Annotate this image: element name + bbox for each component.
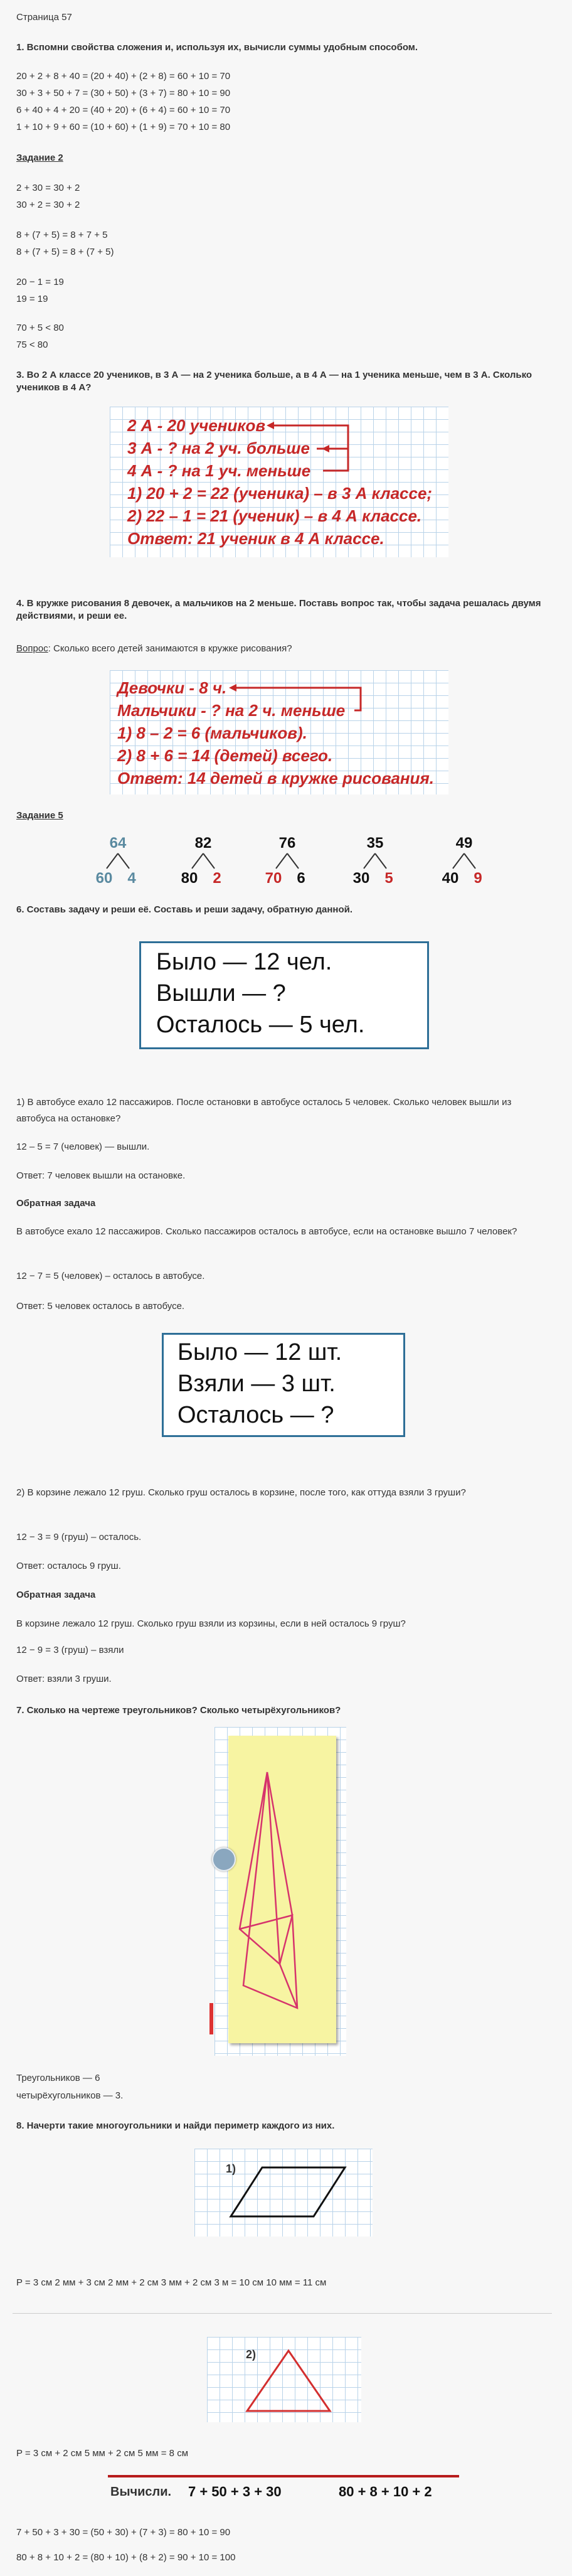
task6-answer-1: Ответ: 7 человек вышли на остановке. (16, 1170, 186, 1181)
box-line: Вышли — ? (156, 980, 286, 1007)
composition-lines (93, 852, 143, 871)
task5-compositions (0, 835, 572, 891)
ruler-mark-icon (209, 2003, 213, 2034)
composition-left: 60 (95, 870, 113, 887)
task6-inverse-problem-1: В автобусе ехало 12 пассажиров. Сколько пассажиров осталось в автобусе, если на остановке вышло 7 человек? (16, 1226, 517, 1237)
composition-item (439, 835, 489, 891)
task2-title: Задание 2 (16, 152, 63, 163)
box-line: Осталось — ? (177, 1402, 334, 1428)
composition-item (350, 835, 400, 891)
task2-line: 8 + (7 + 5) = 8 + (7 + 5) (16, 247, 114, 257)
composition-left: 80 (181, 870, 198, 887)
task4-question (16, 643, 292, 655)
composition-lines (350, 852, 400, 871)
task2-line: 30 + 2 = 30 + 2 (16, 200, 80, 210)
task3-solution-grid (110, 407, 448, 557)
task4-arrow (110, 670, 448, 794)
box-line: Взяли — 3 шт. (177, 1371, 336, 1397)
task4-title: 4. В кружке рисования 8 девочек, а мальчиков на 2 меньше. Поставь вопрос так, чтобы задача решалась двумя действиями, и реши ее. (16, 598, 541, 621)
composition-right: 6 (297, 870, 305, 887)
task9-line-1: 7 + 50 + 3 + 30 = (50 + 30) + (7 + 3) = 80 + 10 = 90 (16, 2527, 231, 2538)
composition-top: 64 (109, 835, 127, 852)
task6-inverse-solution-1: 12 − 7 = 5 (человек) – осталось в автобусе. (16, 1271, 205, 1281)
divider (13, 2313, 552, 2314)
task1-line: 1 + 10 + 9 + 60 = (10 + 60) + (1 + 9) = 70 + 10 = 80 (16, 122, 231, 132)
task4-question-label: Вопрос (16, 643, 48, 654)
task6-inverse-answer-1: Ответ: 5 человек осталось в автобусе. (16, 1301, 185, 1312)
figure-label-2: 2) (246, 2348, 257, 2361)
task6-problem-1: 1) В автобусе ехало 12 пассажиров. После остановки в автобусе осталось 5 человек. Сколько человек вышли из автобуса на остановке? (16, 1097, 512, 1124)
composition-lines (262, 852, 312, 871)
triangles-figure (209, 1727, 352, 2056)
task3-hand-line: 2) 22 – 1 = 21 (ученик) – в 4 А классе. (127, 506, 422, 525)
task6-inverse-problem-2: В корзине лежало 12 груш. Сколько груш взяли из корзины, если в ней осталось 9 груш? (16, 1618, 406, 1629)
task6-problem-2: 2) В корзине лежало 12 груш. Сколько груш осталось в корзине, после того, как оттуда взяли 3 груши? (16, 1487, 466, 1498)
task3-title: 3. Во 2 А классе 20 учеников, в 3 А — на 2 ученика больше, а в 4 А — на 1 ученика меньше, чем в 3 А. Сколько учеников в 4 А? (16, 370, 532, 393)
task4-hand-line: Ответ: 14 детей в кружке рисования. (117, 769, 435, 788)
composition-item (178, 835, 228, 891)
composition-item (262, 835, 312, 891)
parallelogram-figure (194, 2149, 373, 2237)
composition-top: 82 (194, 835, 212, 852)
task5-title: Задание 5 (16, 810, 63, 821)
task7-drawing (209, 1727, 352, 2056)
task1-line: 30 + 3 + 50 + 7 = (30 + 50) + (3 + 7) = 80 + 10 = 90 (16, 88, 231, 99)
task3-hand-line: 2 А - 20 учеников (127, 416, 266, 435)
task6-inverse-solution-2: 12 − 9 = 3 (груш) – взяли (16, 1645, 124, 1655)
task4-hand-line: 2) 8 + 6 = 14 (детей) всего. (117, 746, 333, 765)
task1-line: 6 + 40 + 4 + 20 = (40 + 20) + (6 + 4) = 60 + 10 = 70 (16, 105, 231, 115)
task4-question-text: : Сколько всего детей занимаются в кружке рисования? (48, 643, 292, 654)
task3-hand-line: 3 А - ? на 2 уч. больше (127, 439, 310, 457)
task9-expression-2: 80 + 8 + 10 + 2 (339, 2484, 432, 2499)
task9-line-2: 80 + 8 + 10 + 2 = (80 + 10) + (8 + 2) = 90 + 10 = 100 (16, 2552, 236, 2563)
task7-answer-quadrilaterals: четырёхугольников — 3. (16, 2090, 124, 2101)
task4-hand-line: Девочки - 8 ч. (117, 678, 227, 697)
task3-arrows (110, 407, 448, 557)
task2-line: 20 − 1 = 19 (16, 277, 64, 287)
task3-hand-line: 1) 20 + 2 = 22 (ученика) – в 3 А классе; (127, 484, 433, 503)
triangle-figure (207, 2337, 361, 2422)
task6-inverse-title-2: Обратная задача (16, 1590, 96, 1600)
composition-left: 30 (352, 870, 370, 887)
task8-perimeter-2: P = 3 см + 2 см 5 мм + 2 см 5 мм = 8 см (16, 2448, 189, 2459)
composition-lines (178, 852, 228, 871)
composition-left: 70 (265, 870, 282, 887)
task2-line: 8 + (7 + 5) = 8 + 7 + 5 (16, 230, 108, 240)
box-line: Было — 12 чел. (156, 949, 332, 975)
composition-right: 2 (213, 870, 221, 887)
task2-line: 75 < 80 (16, 339, 48, 350)
task6-solution-1: 12 – 5 = 7 (человек) — вышли. (16, 1141, 150, 1152)
task4-hand-line: 1) 8 – 2 = 6 (мальчиков). (117, 724, 307, 742)
task2-line: 2 + 30 = 30 + 2 (16, 183, 80, 193)
task2-line: 19 = 19 (16, 294, 48, 304)
task1-line: 20 + 2 + 8 + 40 = (20 + 40) + (2 + 8) = 60 + 10 = 70 (16, 71, 231, 82)
composition-item (93, 835, 143, 891)
task6-condition-box-1 (139, 941, 429, 1049)
task7-title: 7. Сколько на чертеже треугольников? Сколько четырёхугольников? (16, 1705, 341, 1716)
composition-lines (439, 852, 489, 871)
task9-title: Вычисли. (110, 2485, 172, 2499)
task9-expression-1: 7 + 50 + 3 + 30 (188, 2484, 282, 2499)
box-line: Было — 12 шт. (177, 1339, 342, 1365)
task6-answer-2: Ответ: осталось 9 груш. (16, 1561, 121, 1571)
composition-right: 9 (474, 870, 482, 887)
task8-grid-2 (207, 2337, 361, 2422)
composition-top: 49 (455, 835, 473, 852)
task8-perimeter-1: P = 3 см 2 мм + 3 см 2 мм + 2 см 3 мм + 2 см 3 м = 10 см 10 мм = 11 см (16, 2277, 327, 2288)
task6-inverse-title-1: Обратная задача (16, 1198, 96, 1209)
task8-title: 8. Начерти такие многоугольники и найди периметр каждого из них. (16, 2120, 335, 2131)
page-title: Страница 57 (16, 12, 72, 23)
figure-label-1: 1) (226, 2162, 236, 2175)
composition-top: 35 (366, 835, 384, 852)
task2-line: 70 + 5 < 80 (16, 323, 64, 333)
task3-hand-line: 4 А - ? на 1 уч. меньше (127, 461, 311, 480)
task8-grid-1 (194, 2149, 373, 2237)
composition-right: 4 (127, 870, 136, 887)
task6-inverse-answer-2: Ответ: взяли 3 груши. (16, 1674, 112, 1684)
red-rule (108, 2475, 459, 2477)
task4-hand-line: Мальчики - ? на 2 ч. меньше (117, 701, 346, 720)
task6-solution-2: 12 − 3 = 9 (груш) – осталось. (16, 1532, 142, 1542)
box-line: Осталось — 5 чел. (156, 1012, 365, 1038)
composition-right: 5 (384, 870, 393, 887)
task6-condition-box-2 (162, 1333, 405, 1437)
task1-title: 1. Вспомни свойства сложения и, используя их, вычисли суммы удобным способом. (16, 42, 418, 53)
task7-answer-triangles: Треугольников — 6 (16, 2073, 100, 2083)
pin-icon (212, 1847, 236, 1871)
task6-title: 6. Составь задачу и реши её. Составь и реши задачу, обратную данной. (16, 904, 352, 915)
task4-solution-grid (110, 670, 448, 794)
composition-top: 76 (278, 835, 296, 852)
task3-hand-line: Ответ: 21 ученик в 4 А классе. (127, 529, 384, 548)
composition-left: 40 (442, 870, 459, 887)
